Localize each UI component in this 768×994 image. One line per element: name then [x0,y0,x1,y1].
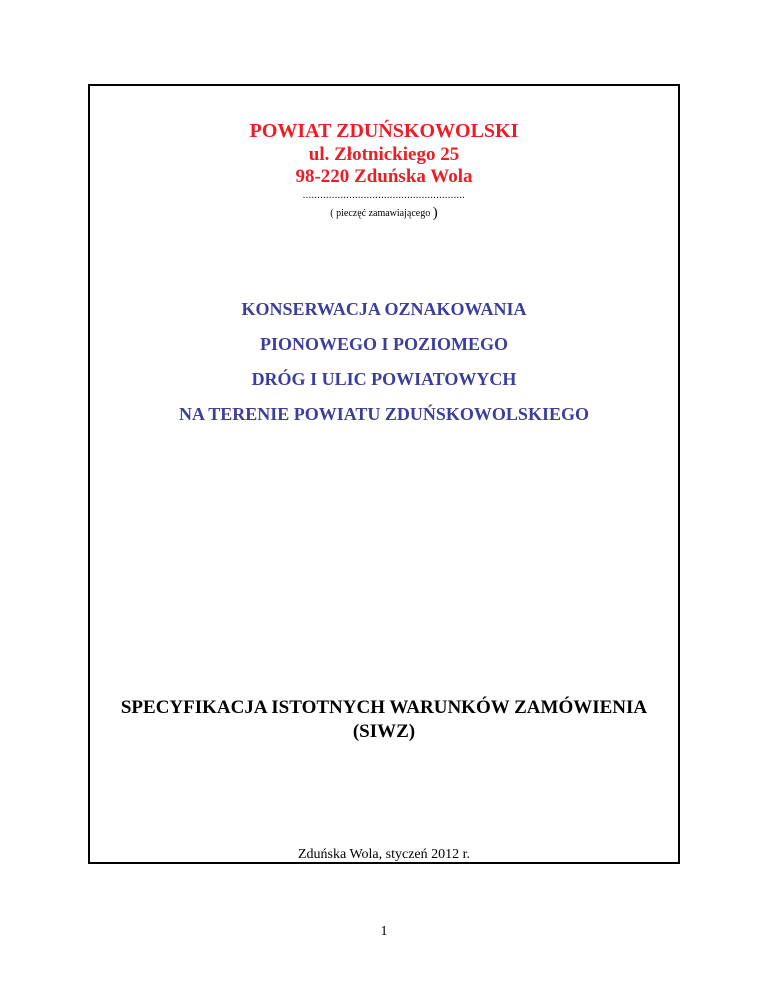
title-line-4: NA TERENIE POWIATU ZDUŃSKOWOLSKIEGO [179,404,589,424]
cover-frame [88,84,680,864]
page-number: 1 [380,924,388,939]
issuer-city: 98-220 Zduńska Wola [295,166,473,187]
place-and-date: Zduńska Wola, styczeń 2012 r. [297,847,471,862]
issuer-name: POWIAT ZDUŃSKOWOLSKI [249,120,519,142]
stamp-caption [90,206,678,221]
stamp-caption-close: ) [432,205,438,221]
stamp-dotted-line: ........................................................ [302,190,466,201]
title-line-1: KONSERWACJA OZNAKOWANIA [241,299,527,319]
title-line-2: PIONOWEGO I POZIOMEGO [259,334,509,354]
title-line-3: DRÓG I ULIC POWIATOWYCH [251,369,517,389]
stamp-caption-text: ( pieczęć zamawiającego [330,208,431,219]
document-type-title: SPECYFIKACJA ISTOTNYCH WARUNKÓW ZAMÓWIENIA [120,697,648,718]
document-type-abbreviation: (SIWZ) [352,721,416,742]
issuer-street: ul. Złotnickiego 25 [308,144,460,165]
